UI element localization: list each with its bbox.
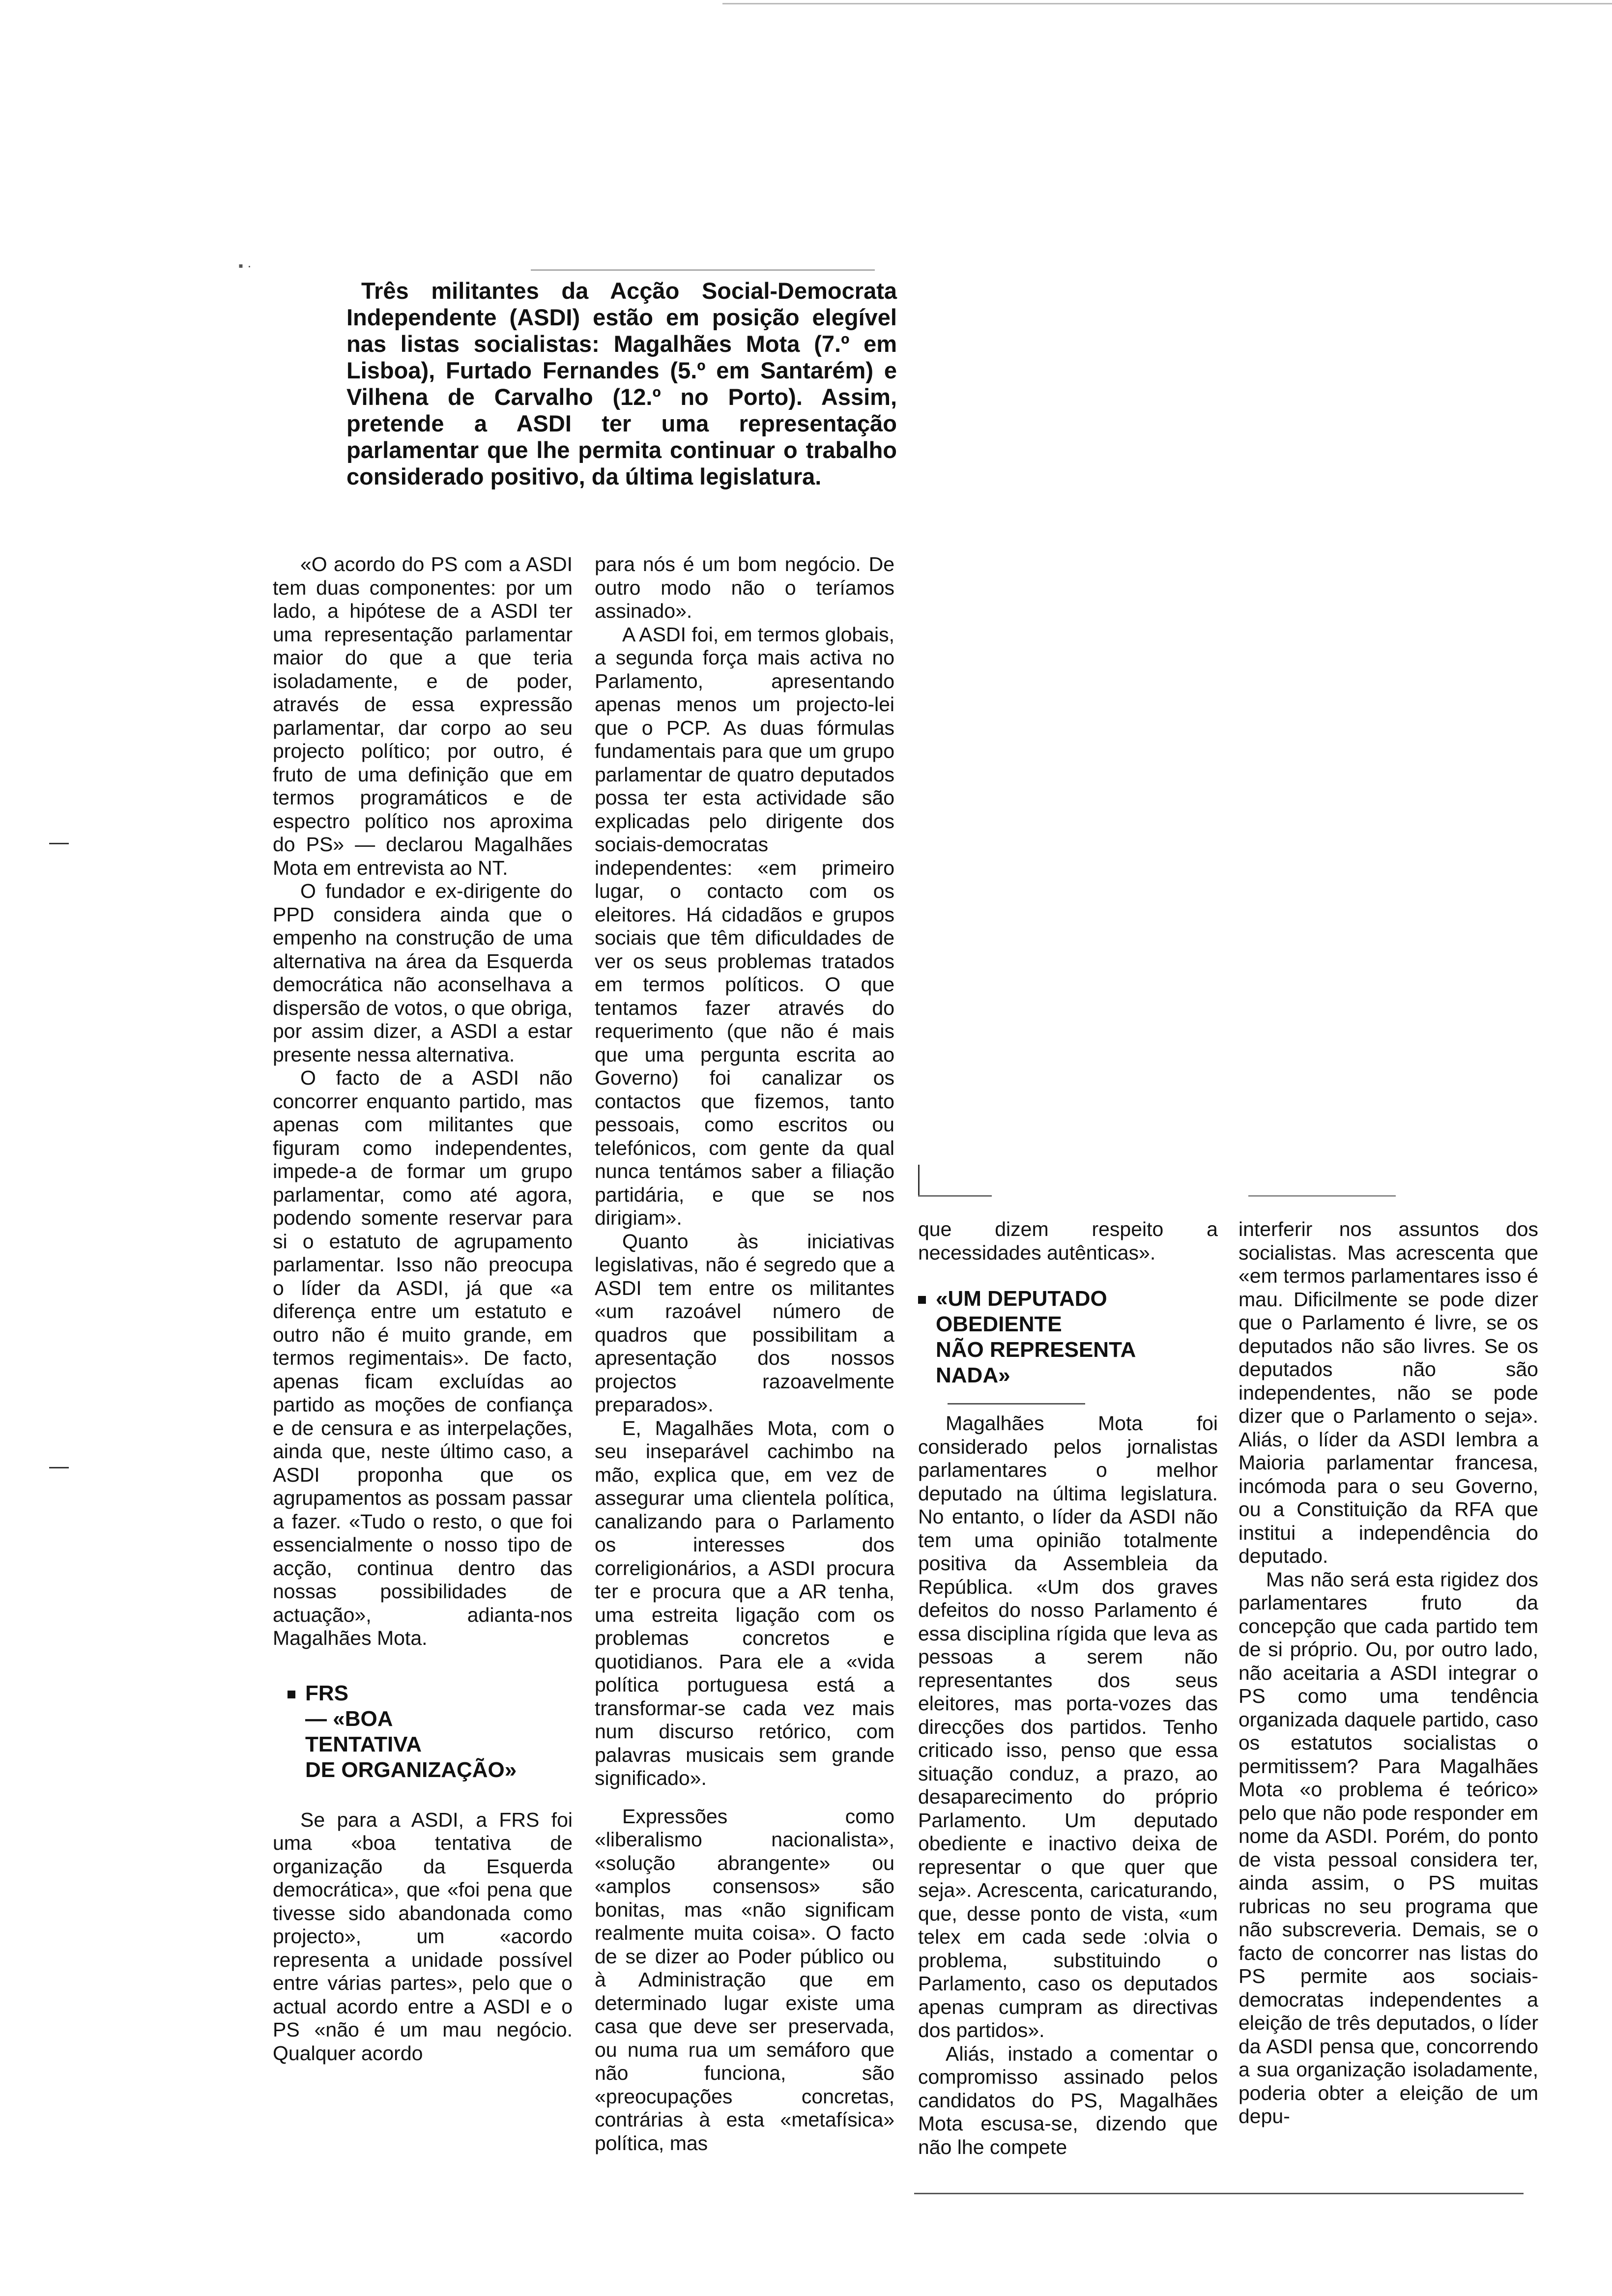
col3-top-rule-vertical xyxy=(918,1165,920,1196)
col1-subheading: FRS — «BOA TENTATIVA DE ORGANIZAÇÃO» xyxy=(273,1681,573,1783)
lead-paragraph: Três militantes da Acção Social-Democrata Independente (ASDI) estão em posição elegível nas listas socialistas: Magalhães Mota (7.º em Lisboa), Furtado Fernandes (5.º em Santarém) e Vilhena de Carvalho (12.º no Porto). Assim, pretende a ASDI ter uma representação parlamentar que lhe permita continuar o trabalho considerado positivo, da última legislatura. xyxy=(346,278,897,489)
col3-subheading: «UM DEPUTADO OBEDIENTE NÃO REPRESENTA NADA» xyxy=(918,1286,1218,1388)
column-4 xyxy=(1238,1218,1538,2128)
column-1 xyxy=(273,553,573,2065)
scan-mark: ▪ · xyxy=(238,258,252,273)
col1-paragraph-1: «O acordo do PS com a ASDI tem duas componentes: por um lado, a hipótese de a ASDI ter uma representação parlamentar maior do que a que teria isoladamente, e de poder, através de essa expressão parlamentar, dar corpo ao seu projecto político; por outro, é fruto de uma definição que em termos programáticos e de espectro político nos aproxima do PS» — declarou Magalhães Mota em entrevista ao NT. xyxy=(273,553,573,879)
col2-paragraph-5: Expressões como «liberalismo nacionalista», «solução abrangente» ou «amplos consensos» são bonitas, mas «não significam realmente muita coisa». O facto de se dizer ao Poder público ou à Administração que em determinado lugar existe uma casa que deve ser preservada, ou numa rua um semáforo que não funciona, são «preocupações concretas, contrárias à esta «metafísica» política, mas xyxy=(595,1805,894,2154)
col1-paragraph-4: Se para a ASDI, a FRS foi uma «boa tentativa de organização da Esquerda democrática», que «foi pena que tivesse sido abandonada como projecto», um «acordo representa a unidade possível entre várias partes», pelo que o actual acordo entre a ASDI e o PS «não é um mau negócio. Qualquer acordo xyxy=(273,1808,573,2065)
col2-paragraph-2: A ASDI foi, em termos globais, a segunda força mais activa no Parlamento, apresentando apenas menos um projecto-lei que o PCP. As duas fórmulas fundamentais para que um grupo parlamentar de quatro deputados possa ter esta actividade são explicadas pelo dirigente dos sociais-democratas independentes: «em primeiro lugar, o contacto com os eleitores. Há cidadãos e grupos sociais que têm dificuldades de ver os seus problemas tratados em termos políticos. O que tentamos fazer através do requerimento (que não é mais que uma pergunta escrita ao Governo) foi canalizar os contactos que fizemos, tanto pessoais, como escritos ou telefónicos, com gente da qual nunca tentámos saber a filiação partidária, e que se nos dirigiam». xyxy=(595,623,894,1229)
col3-top-rule xyxy=(918,1195,992,1197)
col2-paragraph-3: Quanto às iniciativas legislativas, não é segredo que a ASDI tem entre os militantes «um razoável número de quadros que possibilitam a apresentação dos nossos projectos razoavelmente preparados». xyxy=(595,1230,894,1416)
col2-paragraph-4: E, Magalhães Mota, com o seu inseparável cachimbo na mão, explica que, em vez de assegurar uma clientela política, canalizando para o Parlamento os interesses dos correligionários, a ASDI procura ter e procura que a AR tenha, uma estreita ligação com os problemas concretos e quotidianos. Para ele a «vida política portuguesa está a transformar-se cada vez mais num discurso retórico, com palavras musicais sem grande significado». xyxy=(595,1416,894,1789)
lead-top-dotted-rule xyxy=(531,269,875,271)
column-2 xyxy=(595,553,894,2155)
bullet-icon xyxy=(918,1296,926,1304)
bottom-rule xyxy=(914,2193,1524,2194)
bullet-icon xyxy=(288,1691,295,1698)
margin-tick xyxy=(49,1467,69,1468)
col1-paragraph-3: O facto de a ASDI não concorrer enquanto partido, mas apenas com militantes que figuram como independentes, impede-a de formar um grupo parlamentar, como até agora, podendo somente reservar para si o estatuto de agrupamento parlamentar. Isso não preocupa o líder da ASDI, já que «a diferença entre um estatuto e outro não é muito grande, em termos regimentais». De facto, apenas ficam excluídas ao partido as moções de confiança e de censura e as interpelações, ainda que, neste último caso, a ASDI proponha que os agrupamentos as possam passar a fazer. «Tudo o resto, o que foi essencialmente o nosso tipo de acção, continua dentro das nossas possibilidades de actuação», adianta-nos Magalhães Mota. xyxy=(273,1066,573,1649)
col2-paragraph-1: para nós é um bom negócio. De outro modo não o teríamos assinado». xyxy=(595,553,894,622)
top-rule xyxy=(722,3,1612,4)
col1-paragraph-2: O fundador e ex-dirigente do PPD considera ainda que o empenho na construção de uma alternativa na área da Esquerda democrática não aconselhava a dispersão de votos, o que obriga, por assim dizer, a ASDI a estar presente nessa alternativa. xyxy=(273,880,573,1066)
margin-tick xyxy=(49,843,69,844)
col3-paragraph-2: Magalhães Mota foi considerado pelos jornalistas parlamentares o melhor deputado na última legislatura. No entanto, o líder da ASDI não tem uma opinião totalmente positiva da Assembleia da República. «Um dos graves defeitos do nosso Parlamento é essa disciplina rígida que leva as pessoas a serem não representantes dos seus eleitores, mas porta-vozes das direcções dos partidos. Tenho criticado isso, penso que essa situação conduz, a prazo, ao desaparecimento do próprio Parlamento. Um deputado obediente e inactivo deixa de representar o que quer que seja». Acrescenta, caricaturando, que, desse ponto de vista, «um telex em cada sede :olvia o problema, substituindo o Parlamento, caso os deputados apenas cumpram as directivas dos partidos». xyxy=(918,1412,1218,2041)
col4-paragraph-2: Mas não será esta rigidez dos parlamentares fruto da concepção que cada partido tem de si próprio. Ou, por outro lado, não aceitaria a ASDI integrar o PS como uma tendência organizada daquele partido, caso os estatutos socialistas o permitissem? Para Magalhães Mota «o problema é teórico» pelo que não pode responder em nome da ASDI. Porém, do ponto de vista pessoal considera ter, ainda assim, o PS muitas rubricas no seu programa que não subscreveria. Demais, se o facto de concorrer nas listas do PS permite aos sociais-democratas independentes a eleição de três deputados, o líder da ASDI pensa que, concorrendo a sua organização isoladamente, poderia obter a eleição de um depu- xyxy=(1238,1568,1538,2127)
column-3 xyxy=(918,1218,1218,2159)
col3-paragraph-1: que dizem respeito a necessidades autênticas». xyxy=(918,1218,1218,1264)
col4-paragraph-1: interferir nos assuntos dos socialistas. Mas acrescenta que «em termos parlamentares isso é mau. Dificilmente se pode dizer que o Parlamento é livre, se os deputados não são livres. Se os deputados não são independentes, não se pode dizer que o Parlamento o seja». Aliás, o líder da ASDI lembra a Maioria parlamentar francesa, incómoda para o seu Governo, ou a Constituição da RFA que institui a independência do deputado. xyxy=(1238,1218,1538,1567)
col4-top-rule xyxy=(1248,1195,1396,1197)
col3-paragraph-3: Aliás, instado a comentar o compromisso assinado pelos candidatos do PS, Magalhães Mota escusa-se, dizendo que não lhe compete xyxy=(918,2042,1218,2158)
